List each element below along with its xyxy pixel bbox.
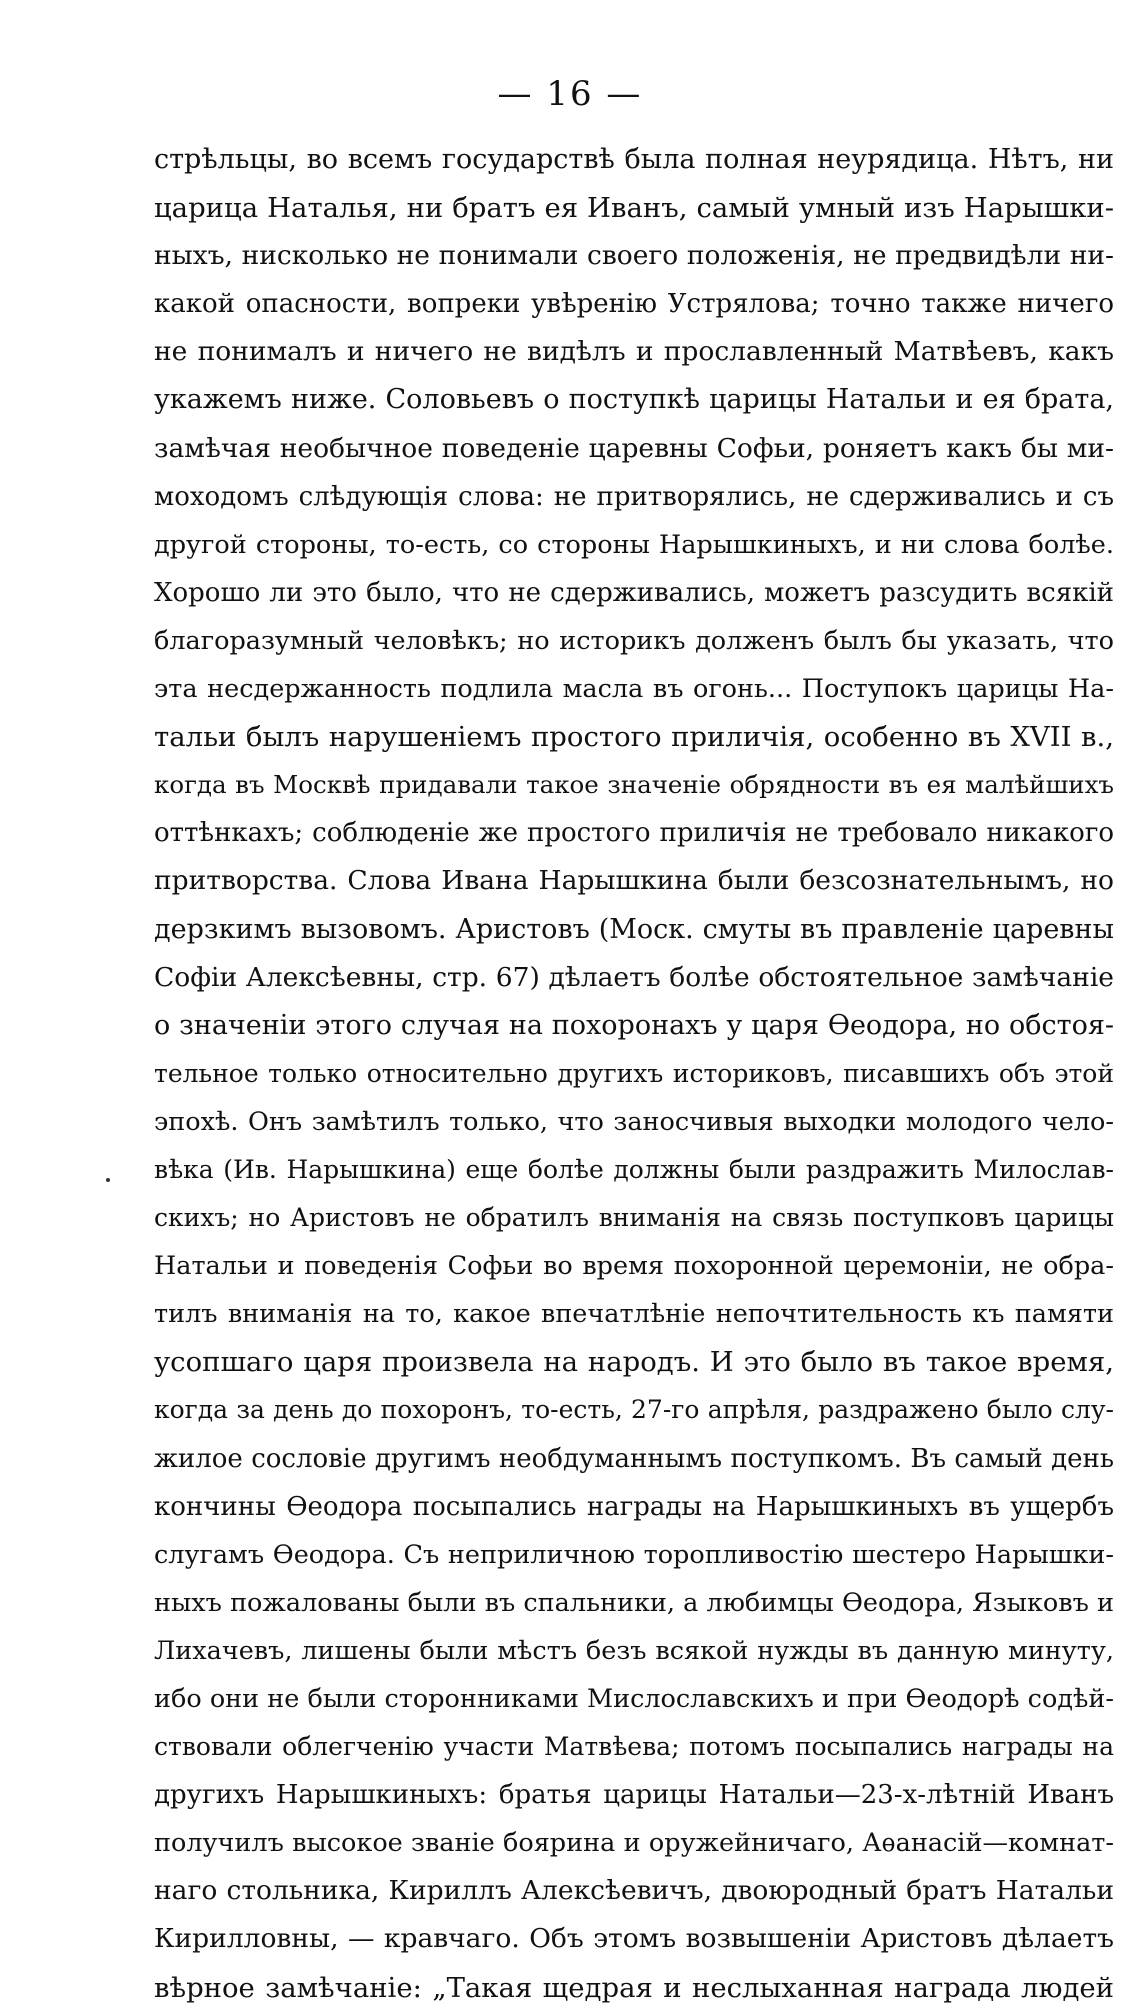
text-line: усопшаго царя произвела на народъ. И это было въ такое время, [154,1346,1114,1379]
text-line: ныхъ пожалованы были въ спальники, а любимцы Ѳеодора, Языковъ и [154,1587,1114,1618]
text-line: тилъ вниманія на то, какое впечатлѣніе непочтительность къ памяти [154,1299,1114,1330]
text-line: какой опасности, вопреки увѣренію Устрялова; точно также ничего [154,289,1114,320]
text-line: вѣка (Ив. Нарышкина) еще болѣе должны были раздражить Милослав- [154,1154,1114,1184]
text-line: притворства. Слова Ивана Нарышкина были безсознательнымъ, но [154,865,1114,897]
text-line: ибо они не были сторонниками Мислославскихъ и при Ѳеодорѣ содѣй- [154,1684,1114,1714]
text-line: другой стороны, то-есть, со стороны Нарышкиныхъ, и ни слова болѣе. [154,529,1114,560]
text-line: тельное только относительно другихъ историковъ, писавшихъ объ этой [154,1058,1114,1088]
text-line: когда за день до похоронъ, то-есть, 27-го апрѣля, раздражено было слу- [154,1395,1114,1425]
text-line: эпохѣ. Онъ замѣтилъ только, что заносчивыя выходки молодого чело- [154,1106,1114,1137]
text-line: жилое сословіе другимъ необдуманнымъ поступкомъ. Въ самый день [154,1443,1114,1474]
text-line: моходомъ слѣдующія слова: не притворялись, не сдерживались и съ [154,481,1114,512]
text-line: тальи былъ нарушеніемъ простого приличія, особенно въ XVII в., [154,721,1114,754]
text-line: укажемъ ниже. Соловьевъ о поступкѣ царицы Натальи и ея брата, [154,384,1114,416]
text-line: кончины Ѳеодора посыпались награды на Нарышкиныхъ въ ущербъ [154,1491,1114,1522]
text-line: наго стольника, Кириллъ Алексѣевичъ, двоюродный братъ Натальи [154,1875,1114,1907]
text-line: Натальи и поведенія Софьи во время похоронной церемоніи, не обра- [154,1251,1114,1282]
text-line: ныхъ, нисколько не понимали своего положенія, не предвидѣли ни- [154,240,1114,272]
body-text [154,136,1114,2012]
text-line: Софіи Алексѣевны, стр. 67) дѣлаетъ болѣе обстоятельное замѣчаніе [154,961,1114,993]
text-line: получилъ высокое званіе боярина и оружейничаго, Аѳанасій—комнат- [154,1828,1114,1859]
text-line: не понималъ и ничего не видѣлъ и прославленный Матвѣевъ, какъ [154,336,1114,368]
text-line: ствовали облегченію участи Матвѣева; потомъ посыпались награды на [154,1732,1114,1762]
text-line: вѣрное замѣчаніе: „Такая щедрая и неслыханная награда людей [154,1971,1114,2004]
text-line: оттѣнкахъ; соблюденіе же простого приличія не требовало никакого [154,818,1114,849]
text-line: эта несдержанность подлила масла въ огонь... Поступокъ царицы На- [154,674,1114,705]
text-line: стрѣльцы, во всемъ государствѣ была полная неурядица. Нѣтъ, ни [154,144,1114,175]
margin-mark [106,1178,110,1182]
text-line: царица Наталья, ни братъ ея Иванъ, самый умный изъ Нарышки- [154,192,1114,225]
text-line: когда въ Москвѣ придавали такое значеніе обрядности въ ея малѣйшихъ [154,770,1114,800]
text-line: скихъ; но Аристовъ не обратилъ вниманія на связь поступковъ царицы [154,1203,1114,1233]
text-line: Кирилловны, — кравчаго. Объ этомъ возвышеніи Аристовъ дѣлаетъ [154,1923,1114,1955]
page-number: — 16 — [497,74,643,114]
text-line: слугамъ Ѳеодора. Съ неприличною торопливостію шестеро Нарышки- [154,1539,1114,1570]
text-line: о значеніи этого случая на похоронахъ у царя Ѳеодора, но обстоя- [154,1009,1114,1041]
text-line: замѣчая необычное поведеніе царевны Софьи, роняетъ какъ бы ми- [154,432,1114,464]
text-line: благоразумный человѣкъ; но историкъ долженъ былъ бы указать, что [154,625,1114,656]
text-line: Лихачевъ, лишены были мѣстъ безъ всякой нужды въ данную минуту, [154,1635,1114,1666]
text-line: другихъ Нарышкиныхъ: братья царицы Натальи—23-х-лѣтній Иванъ [154,1780,1114,1811]
text-line: дерзкимъ вызовомъ. Аристовъ (Моск. смуты въ правленіе царевны [154,913,1114,945]
text-line: Хорошо ли это было, что не сдерживались, можетъ разсудить всякій [154,577,1114,608]
